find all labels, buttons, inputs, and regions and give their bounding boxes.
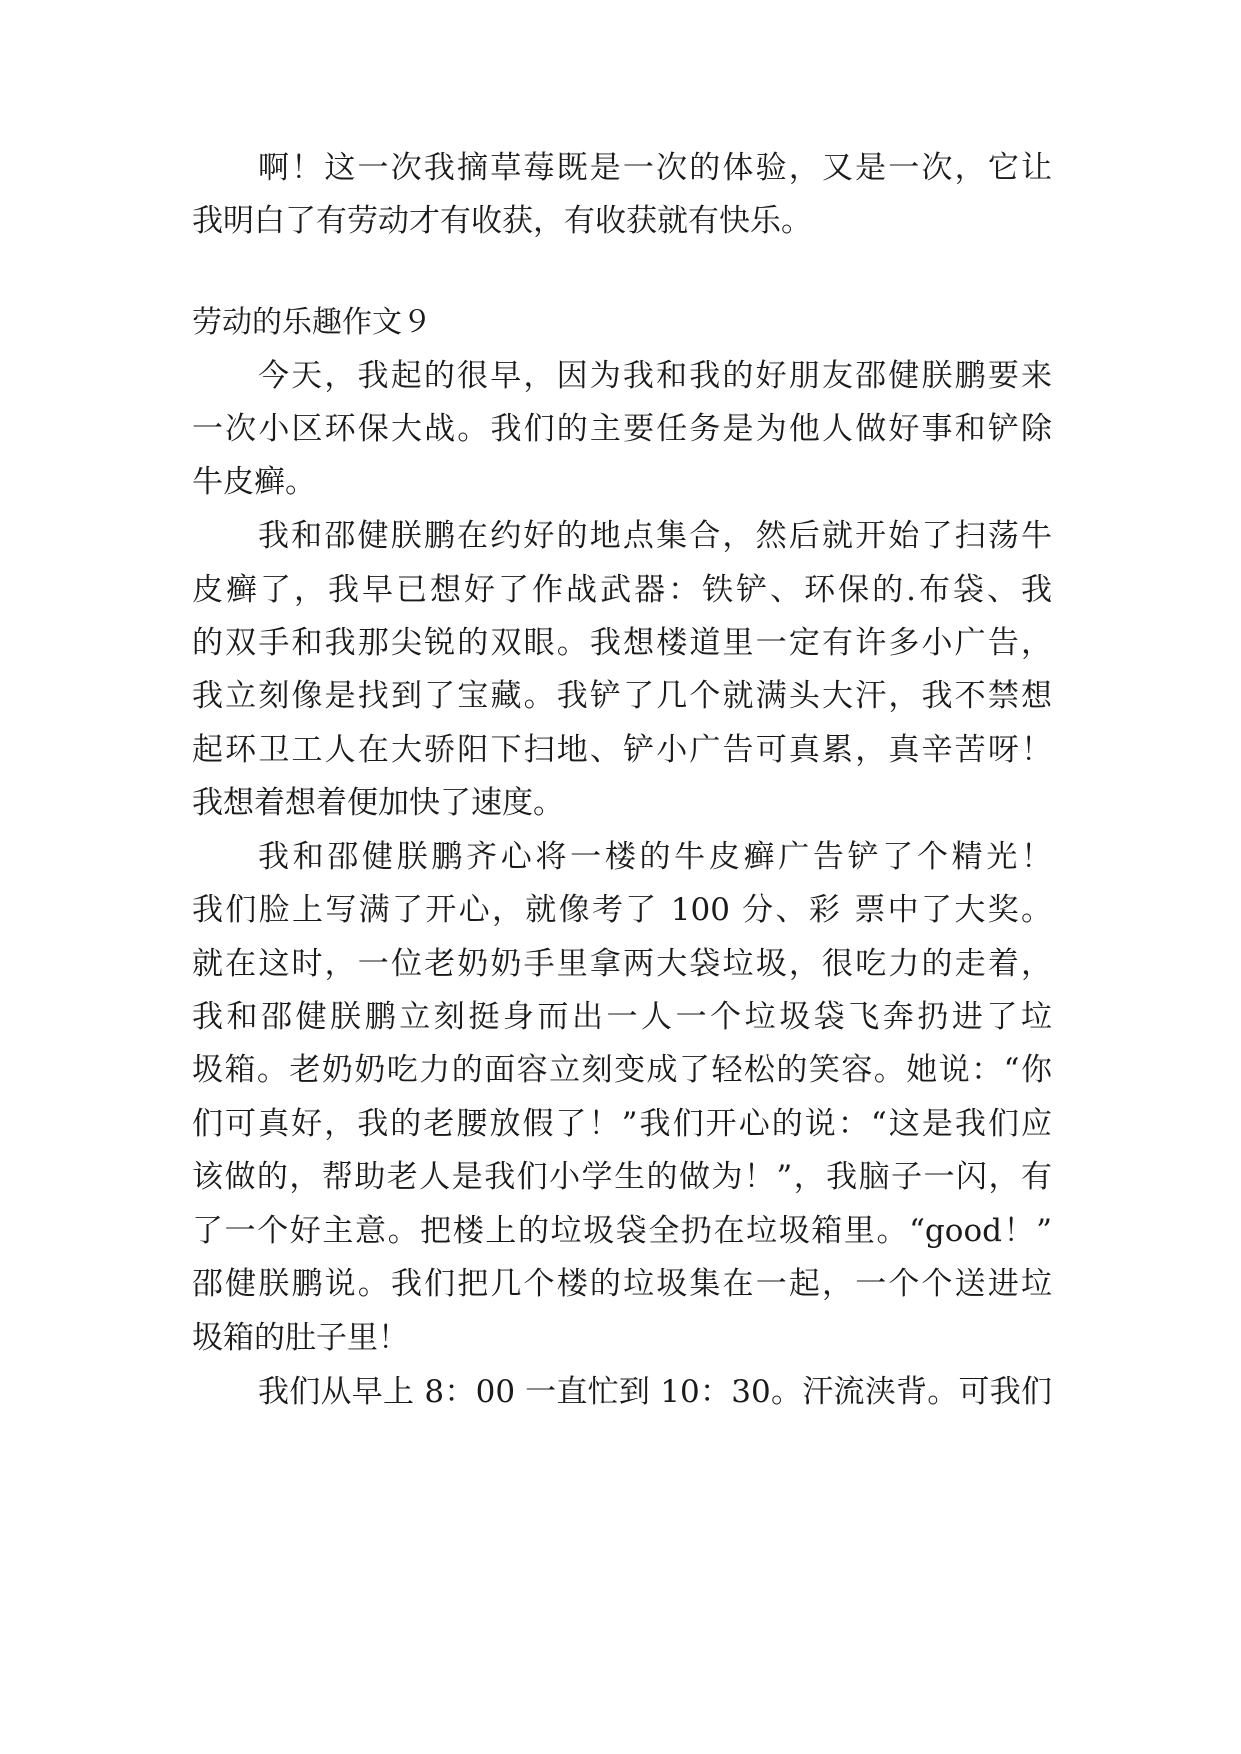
text-line: 我明白了有劳动才有收获，有收获就有快乐。 [192,203,812,239]
text-line: 该做的，帮助老人是我们小学生的做为！”，我脑子一闪，有 [192,1159,1052,1195]
text-line: 我们从早上 8：00 一直忙到 10：30。汗流浃背。可我们 [258,1374,1052,1410]
text-line: 圾箱。老奶奶吃力的面容立刻变成了轻松的笑容。她说：“你 [192,1052,1052,1088]
text-line: 的双手和我那尖锐的双眼。我想楼道里一定有许多小广告， [192,625,1052,661]
text-line: 一次小区环保大战。我们的主要任务是为他人做好事和铲除 [192,411,1052,447]
text-line: 我们脸上写满了开心，就像考了 100 分、彩 票中了大奖。 [192,892,1052,928]
text-line: 我和邵健朕鹏在约好的地点集合，然后就开始了扫荡牛 [258,518,1052,554]
text-line: 圾箱的肚子里！ [192,1320,409,1356]
text-line: 就在这时，一位老奶奶手里拿两大袋垃圾，很吃力的走着， [192,946,1052,982]
text-line: 我和邵健朕鹏齐心将一楼的牛皮癣广告铲了个精光！ [258,839,1052,875]
text-line: 皮癣了，我早已想好了作战武器：铁铲、环保的.布袋、我 [192,572,1052,608]
text-line: 啊！这一次我摘草莓既是一次的体验，又是一次，它让 [258,150,1052,186]
section-title: 劳动的乐趣作文９ [192,305,432,340]
text-line: 我和邵健朕鹏立刻挺身而出一人一个垃圾袋飞奔扔进了垃 [192,999,1052,1035]
text-line: 们可真好，我的老腰放假了！”我们开心的说：“这是我们应 [192,1106,1052,1142]
text-line: 牛皮癣。 [192,464,316,500]
text-line: 今天，我起的很早，因为我和我的好朋友邵健朕鹏要来 [258,358,1052,394]
text-line: 邵健朕鹏说。我们把几个楼的垃圾集在一起，一个个送进垃 [192,1266,1052,1302]
text-line: 起环卫工人在大骄阳下扫地、铲小广告可真累，真辛苦呀！ [192,732,1052,768]
text-line: 我想着想着便加快了速度。 [192,785,564,821]
text-line: 我立刻像是找到了宝藏。我铲了几个就满头大汗，我不禁想 [192,678,1052,714]
text-line: 了一个好主意。把楼上的垃圾袋全扔在垃圾箱里。“good！” [192,1213,1052,1249]
